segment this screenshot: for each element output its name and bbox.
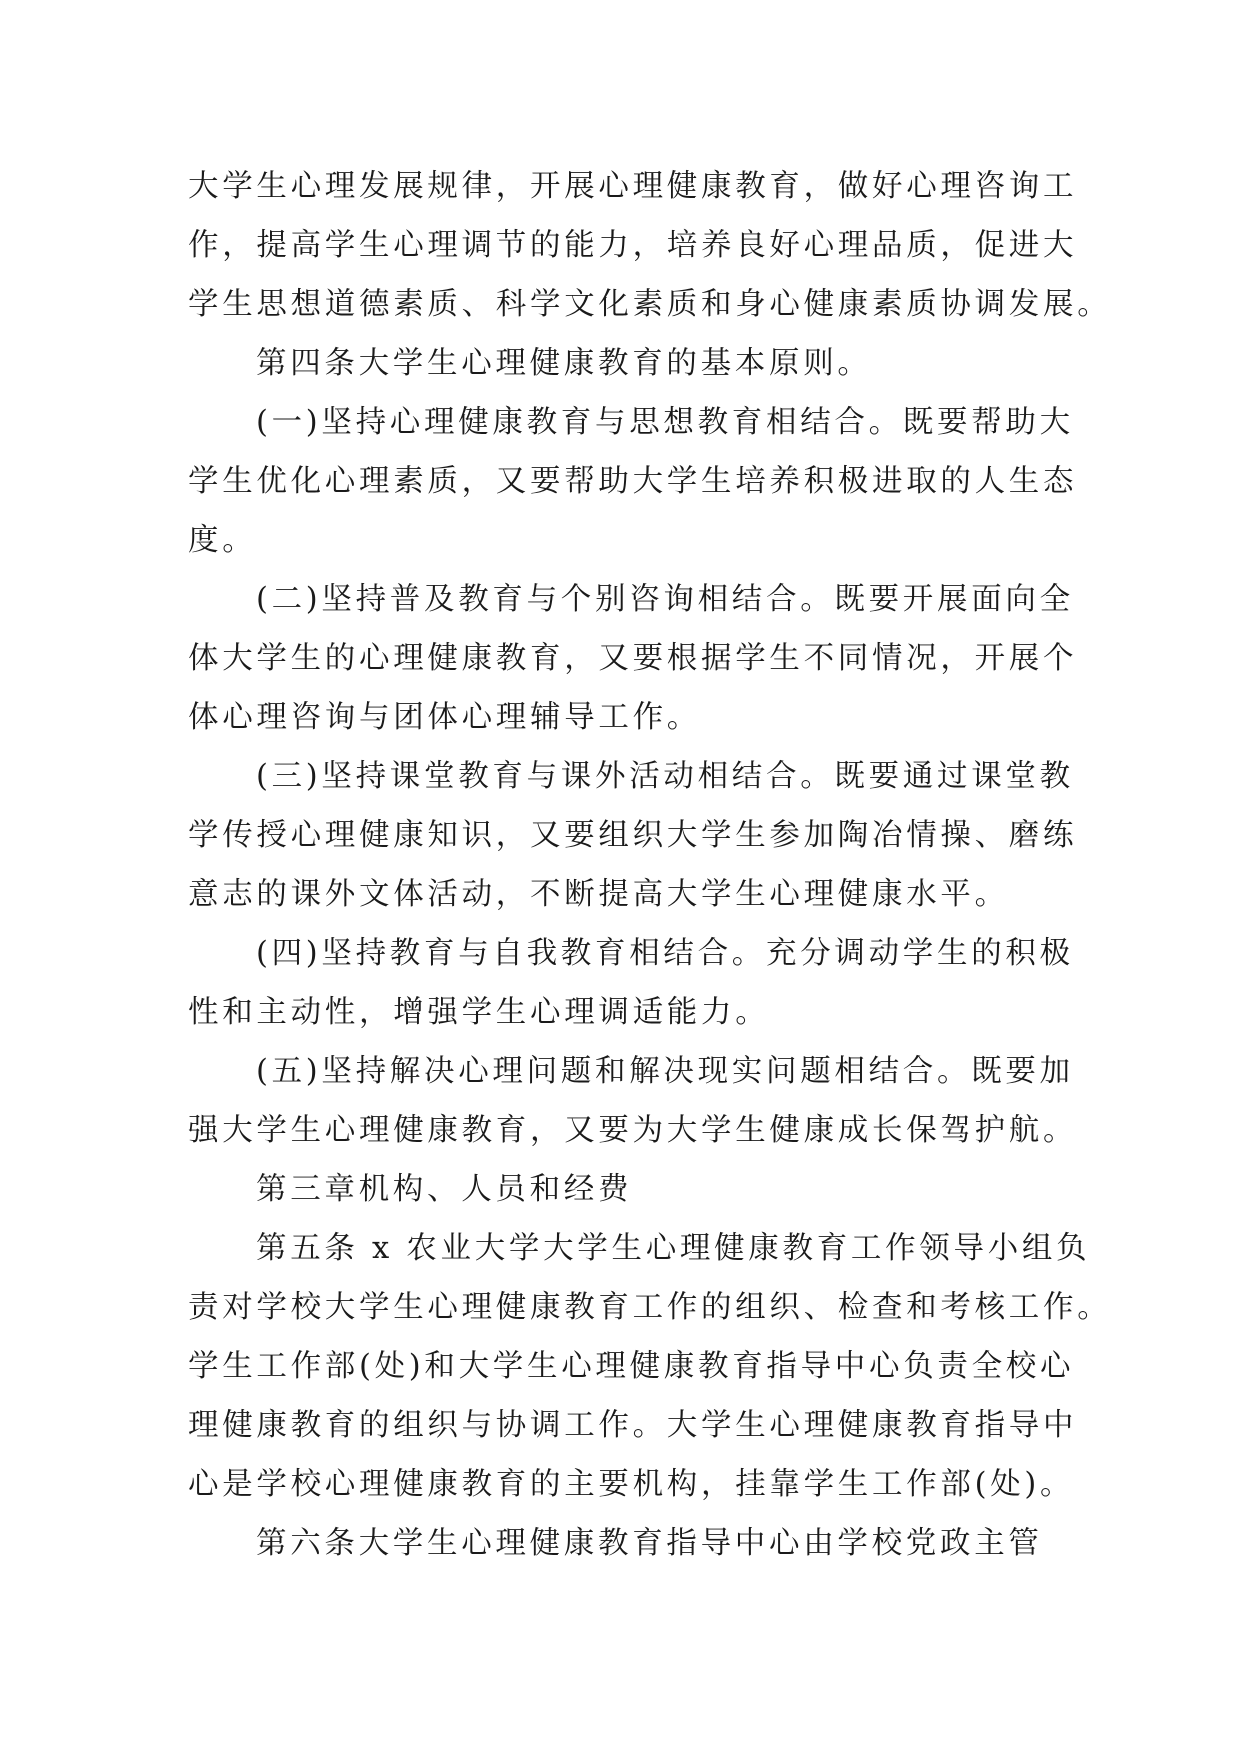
text-line: 学传授心理健康知识，又要组织大学生参加陶冶情操、磨练 [188, 818, 1078, 853]
text-line: 学生优化心理素质，又要帮助大学生培养积极进取的人生态 [188, 464, 1078, 499]
text-line: 强大学生心理健康教育，又要为大学生健康成长保驾护航。 [188, 1113, 1078, 1148]
text-line: 大学生心理发展规律，开展心理健康教育，做好心理咨询工 [188, 169, 1078, 204]
text-line: 度。 [188, 523, 257, 558]
article-heading: 第六条大学生心理健康教育指导中心由学校党政主管 [256, 1526, 1043, 1561]
chapter-heading: 第三章机构、人员和经费 [256, 1172, 633, 1207]
article-heading: 第四条大学生心理健康教育的基本原则。 [256, 346, 872, 381]
text-line: 作，提高学生心理调节的能力，培养良好心理品质，促进大 [188, 228, 1078, 263]
text-line: (五)坚持解决心理问题和解决现实问题相结合。既要加 [256, 1054, 1074, 1089]
text-line: (三)坚持课堂教育与课外活动相结合。既要通过课堂教 [256, 759, 1074, 794]
text-line: (二)坚持普及教育与个别咨询相结合。既要开展面向全 [256, 582, 1074, 617]
article-heading: 第五条 x 农业大学大学生心理健康教育工作领导小组负 [256, 1231, 1091, 1266]
text-line: 性和主动性，增强学生心理调适能力。 [188, 995, 770, 1030]
text-line: (四)坚持教育与自我教育相结合。充分调动学生的积极 [256, 936, 1074, 971]
text-line: 心是学校心理健康教育的主要机构，挂靠学生工作部(处)。 [188, 1467, 1075, 1502]
text-line: 理健康教育的组织与协调工作。大学生心理健康教育指导中 [188, 1408, 1078, 1443]
text-line: 体大学生的心理健康教育，又要根据学生不同情况，开展个 [188, 641, 1078, 676]
text-line: (一)坚持心理健康教育与思想教育相结合。既要帮助大 [256, 405, 1074, 440]
text-line: 学生思想道德素质、科学文化素质和身心健康素质协调发展。 [188, 287, 1112, 322]
text-line: 体心理咨询与团体心理辅导工作。 [188, 700, 701, 735]
text-line: 责对学校大学生心理健康教育工作的组织、检查和考核工作。 [188, 1290, 1112, 1325]
text-line: 意志的课外文体活动，不断提高大学生心理健康水平。 [188, 877, 1009, 912]
text-line: 学生工作部(处)和大学生心理健康教育指导中心负责全校心 [188, 1349, 1075, 1384]
